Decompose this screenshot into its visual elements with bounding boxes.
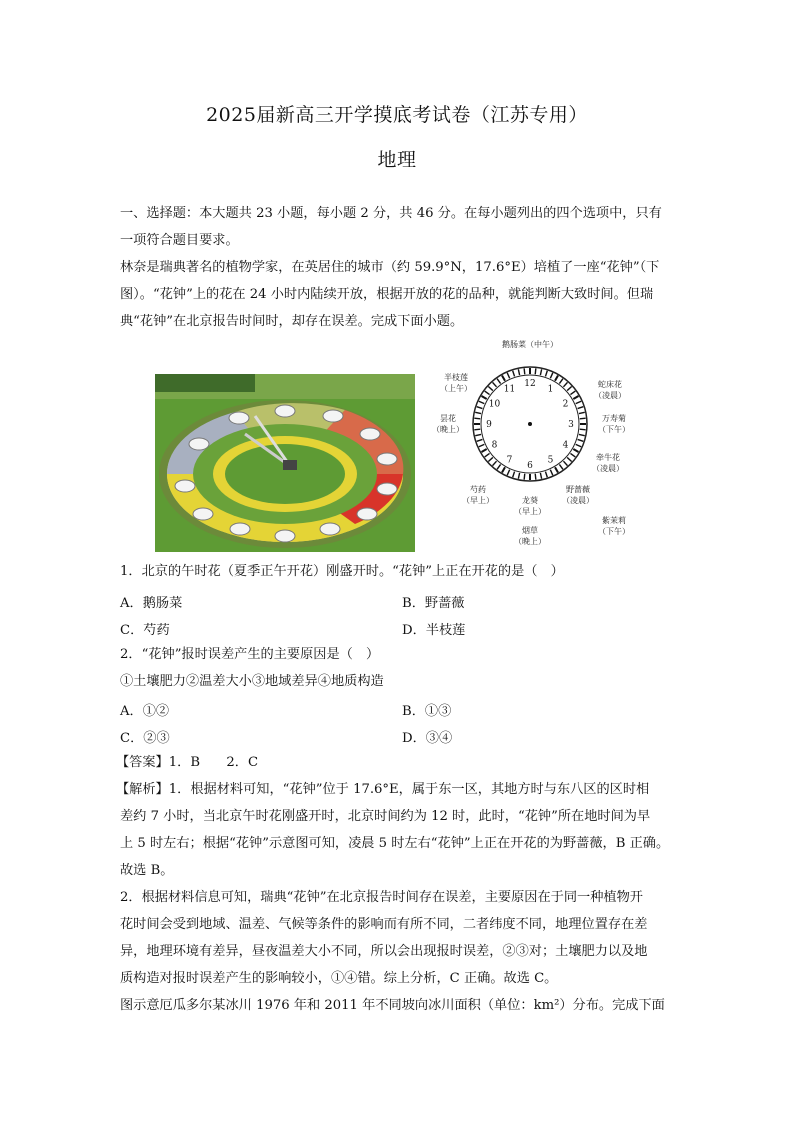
clock-tick [475, 434, 481, 435]
label-echangcai: 鹅肠菜（中午） [502, 340, 558, 349]
material-line3: 典“花钟”在北京报告时间时，却存在误差。完成下面小题。 [120, 314, 464, 329]
clock-tick [485, 453, 490, 457]
clock-tick [570, 453, 575, 457]
clock-number: 11 [503, 384, 516, 395]
clock-tick [570, 391, 575, 395]
clock-tick [488, 457, 492, 461]
analysis-line4: 故选 B。 [120, 863, 174, 878]
clock-tick [578, 439, 584, 441]
question-2-items: ①土壤肥力②温差大小③地域差异④地质构造 [120, 674, 384, 689]
clock-tick [513, 371, 515, 377]
clock-tick [502, 376, 505, 381]
answer-line: 【答案】1．B 2．C [116, 755, 259, 770]
clock-tick [497, 379, 501, 384]
clock-tick [493, 461, 497, 465]
clock-number: 10 [488, 399, 501, 410]
clock-number: 4 [562, 440, 569, 451]
clock-tick [535, 474, 536, 480]
clock-tick [559, 464, 563, 469]
clock-tick [474, 418, 480, 419]
clock-tick [563, 461, 567, 465]
next-question-intro: 图示意厄瓜多尔某冰川 1976 年和 2011 年不同坡向冰川面积（单位：km²）分布。完成下面 [120, 998, 665, 1013]
clock-tick [474, 429, 480, 430]
clock-tick [507, 373, 509, 378]
question-1-option-a: A．鹅肠菜 [120, 596, 183, 611]
clock-tick [485, 391, 490, 395]
analysis-line3: 上 5 时左右；根据“花钟”示意图可知，凌晨 5 时左右“花钟”上正在开花的为野蔷薇，B 正确。 [120, 836, 670, 851]
label-zimoli-time: （下午） [598, 527, 630, 536]
clock-tick [482, 396, 487, 399]
clock-tick [567, 457, 571, 461]
clock-tick [524, 368, 525, 374]
section-heading-line2: 一项符合题目要求。 [120, 233, 239, 248]
clock-tick [513, 472, 515, 478]
label-yeqiangwei-time: （凌晨） [562, 496, 594, 505]
section-heading-line1: 一、选择题：本大题共 23 小题，每小题 2 分，共 46 分。在每小题列出的四个选项中，只有 [120, 206, 662, 221]
clock-number: 7 [506, 455, 513, 466]
exam-title: 2025届新高三开学摸底考试卷（江苏专用） [206, 104, 588, 126]
label-longkui-time: （早上） [514, 507, 546, 516]
clock-number: 5 [547, 455, 554, 466]
clock-tick [545, 472, 547, 478]
clock-tick [488, 387, 492, 391]
flower-clock-diagram [428, 336, 648, 556]
clock-tick [576, 444, 581, 446]
label-zimoli: 紫茉莉 [602, 516, 626, 525]
label-longkui: 龙葵 [522, 496, 538, 505]
question-2-option-a: A．①② [120, 704, 170, 719]
analysis-line2: 差约 7 小时，当北京午时花刚盛开时，北京时间约为 12 时，此时，“花钟”所在地时间为早 [120, 809, 651, 824]
clock-tick [535, 368, 536, 374]
clock-tick [540, 473, 541, 479]
material-line1: 林奈是瑞典著名的植物学家，在英居住的城市（约 59.9°N，17.6°E）培植了一座“花钟”（下 [120, 260, 660, 275]
question-1-stem: 1．北京的午时花（夏季正午开花）刚盛开时。“花钟”上正在开花的是（ ） [120, 564, 564, 579]
question-1-option-b: B．野蔷薇 [402, 596, 465, 611]
clock-tick [576, 401, 581, 403]
label-wanshouju-time: （下午） [598, 425, 630, 434]
label-shecuanghua: 蛇床花 [598, 380, 622, 389]
clock-number: 3 [568, 420, 574, 430]
label-yancao-time: （晚上） [514, 537, 546, 546]
clock-tick [578, 407, 584, 409]
label-shaoyao-time: （早上） [462, 496, 494, 505]
clock-tick [563, 382, 567, 386]
clock-tick [477, 439, 483, 441]
label-banzhilian-time: （上午） [440, 384, 472, 393]
analysis-line5: 2．根据材料信息可知，瑞典“花钟”在北京报告时间存在误差，主要原因在于同一种植物开 [120, 890, 643, 905]
label-qianniuhua-time: （凌晨） [592, 464, 624, 473]
clock-tick [518, 473, 519, 479]
clock-tick [479, 444, 484, 446]
label-shaoyao: 芍药 [470, 485, 486, 494]
clock-number: 9 [486, 420, 492, 430]
clock-tick [507, 470, 509, 475]
flower-clock-photo [155, 374, 415, 552]
clock-tick [555, 376, 558, 381]
question-2-option-b: B．①③ [402, 704, 452, 719]
clock-tick [550, 470, 552, 475]
clock-tick [493, 382, 497, 386]
label-yeqiangwei: 野蔷薇 [566, 485, 590, 494]
clock-tick [477, 407, 483, 409]
analysis-line6: 花时间会受到地域、温差、气候等条件的影响而有所不同，二者纬度不同，地理位置存在差 [120, 917, 648, 932]
analysis-line1: 【解析】1．根据材料可知，“花钟”位于 17.6°E，属于东一区，其地方时与东八区的区时相 [116, 782, 650, 797]
question-2-stem: 2．“花钟”报时误差产生的主要原因是（ ） [120, 647, 380, 662]
label-banzhilian: 半枝莲 [444, 373, 468, 382]
clock-center-dot [528, 422, 532, 426]
clock-tick [545, 371, 547, 377]
clock-tick [479, 401, 484, 403]
clock-tick [579, 412, 585, 413]
clock-number: 6 [527, 461, 533, 471]
clock-number: 1 [547, 384, 554, 395]
clock-tick [502, 467, 505, 472]
subject-title: 地理 [377, 149, 417, 171]
analysis-line7: 异，地理环境有差异，昼夜温差大小不同，所以会出现报时误差，②③对；土壤肥力以及地 [120, 944, 648, 959]
clock-number: 8 [491, 440, 498, 451]
clock-tick [573, 449, 578, 452]
question-1-option-c: C．芍药 [120, 623, 170, 638]
clock-tick [518, 369, 519, 375]
analysis-line8: 质构造对报时误差产生的影响较小，①④错。综上分析，C 正确。故选 C。 [120, 971, 558, 986]
label-shecuanghua-time: （凌晨） [594, 391, 626, 400]
label-qianniuhua: 牵牛花 [596, 453, 620, 462]
question-1-option-d: D．半枝莲 [402, 623, 466, 638]
clock-tick [573, 396, 578, 399]
clock-tick [559, 379, 563, 384]
material-line2: 图）。“花钟”上的花在 24 小时内陆续开放，根据开放的花的品种，就能判断大致时间。但瑞 [120, 287, 654, 302]
clock-tick [540, 369, 541, 375]
question-2-option-c: C．②③ [120, 731, 170, 746]
clock-tick [524, 474, 525, 480]
clock-tick [497, 464, 501, 469]
label-tanhua: 昙花 [440, 414, 456, 423]
label-wanshouju: 万寿菊 [602, 414, 626, 423]
label-yancao: 烟草 [522, 526, 538, 535]
clock-tick [475, 412, 481, 413]
label-tanhua-time: （晚上） [432, 425, 464, 434]
clock-number: 2 [562, 399, 569, 410]
question-2-option-d: D．③④ [402, 731, 453, 746]
clock-tick [482, 449, 487, 452]
clock-tick [580, 418, 586, 419]
clock-tick [579, 434, 585, 435]
clock-tick [550, 373, 552, 378]
clock-tick [567, 387, 571, 391]
clock-tick [555, 467, 558, 472]
clock-tick [580, 429, 586, 430]
clock-number: 12 [524, 379, 536, 389]
